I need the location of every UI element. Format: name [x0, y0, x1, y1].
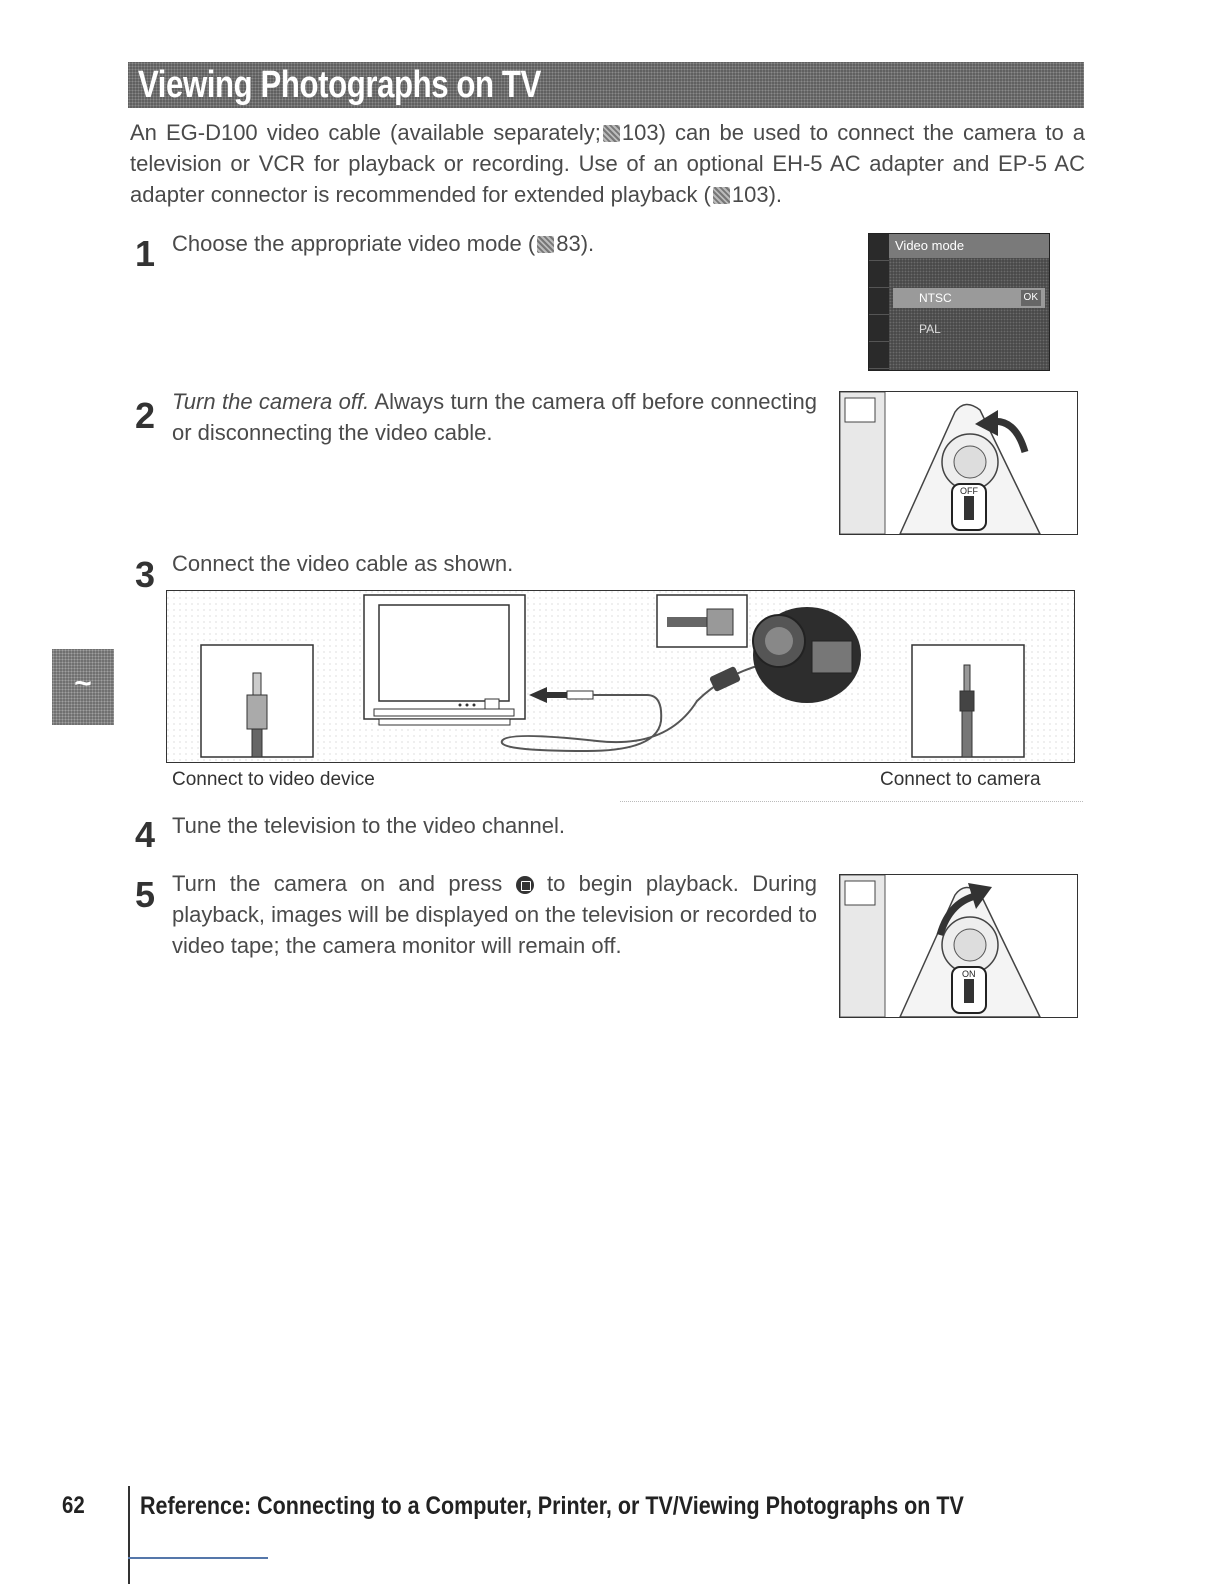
- step-2-italic: Turn the camera off.: [172, 389, 370, 414]
- step-1-text: [172, 228, 812, 259]
- intro-ref2: 103: [731, 182, 769, 207]
- reference-icon: [603, 125, 620, 142]
- video-mode-menu-screen: [868, 233, 1050, 371]
- caption-connect-video-device: Connect to video device: [172, 769, 375, 790]
- step-2-body: Always turn the camera off before connecting or disconnecting the video cable.: [172, 389, 818, 445]
- power-switch-on-figure: [839, 874, 1078, 1018]
- footer-section-title: Reference: Connecting to a Computer, Printer, or TV/Viewing Photographs on TV: [140, 1492, 964, 1520]
- step-1-tail: ).: [580, 231, 595, 256]
- dotted-divider: [620, 801, 1083, 802]
- title-bar: [128, 62, 1084, 108]
- menu-header: Video mode: [889, 234, 1049, 258]
- intro-ref1: 103: [621, 120, 659, 145]
- step-5-text-before: Turn the camera on and press: [172, 871, 516, 896]
- step-3-number: 3: [135, 554, 156, 595]
- intro-part1: An EG-D100 video cable (available separately;: [130, 120, 601, 145]
- reference-icon: [713, 187, 730, 204]
- power-switch-off-figure: [839, 391, 1078, 535]
- menu-option-ntsc[interactable]: [893, 288, 1045, 308]
- intro-paragraph: [130, 117, 1085, 210]
- playback-button-icon: [516, 876, 534, 894]
- reference-icon: [537, 236, 554, 253]
- footer-underline: [128, 1557, 268, 1559]
- page-number: 62: [62, 1492, 85, 1519]
- step-1-label: Choose the appropriate video mode (: [172, 231, 536, 256]
- step-5-text: [172, 868, 817, 961]
- footer-divider: [128, 1486, 130, 1584]
- off-label: OFF: [960, 486, 978, 496]
- intro-part2: ) can be used to connect the camera to a television or VCR for playback or recording. Use of an optional EH-5 AC adapter and EP-5 AC adapter connector is recommended for extended playback (: [130, 120, 1085, 207]
- step-2-text: [172, 386, 817, 448]
- menu-icon-column: [869, 234, 889, 370]
- chapter-tab: [52, 649, 114, 725]
- tv-camera-connection-illustration: [167, 591, 1074, 762]
- step-4-text: Tune the television to the video channel.: [172, 813, 566, 838]
- menu-body: [889, 258, 1049, 370]
- step-3-text: Connect the video cable as shown.: [172, 551, 514, 576]
- menu-ok-badge: OK: [1021, 290, 1041, 306]
- intro-part3: ).: [768, 182, 783, 207]
- step-5-number: 5: [135, 874, 156, 915]
- menu-option-ntsc-label: NTSC: [919, 291, 952, 305]
- step-1-ref: 83: [556, 231, 581, 256]
- camera-top-on-illustration: [840, 875, 1077, 1017]
- connection-diagram: [166, 590, 1075, 763]
- camera-top-off-illustration: [840, 392, 1077, 534]
- page-title: Viewing Photographs on TV: [138, 64, 541, 106]
- step-5-text-after: to begin playback. During playback, images will be displayed on the television or recorded to video tape; the camera monitor will remain off.: [172, 871, 817, 958]
- on-label: ON: [962, 969, 976, 979]
- step-4-number: 4: [135, 814, 156, 855]
- menu-option-pal[interactable]: PAL: [919, 322, 941, 336]
- caption-connect-camera: Connect to camera: [880, 769, 1041, 790]
- step-1-number: 1: [135, 233, 156, 274]
- step-2-number: 2: [135, 395, 156, 436]
- chapter-tab-icon: ~: [74, 667, 92, 700]
